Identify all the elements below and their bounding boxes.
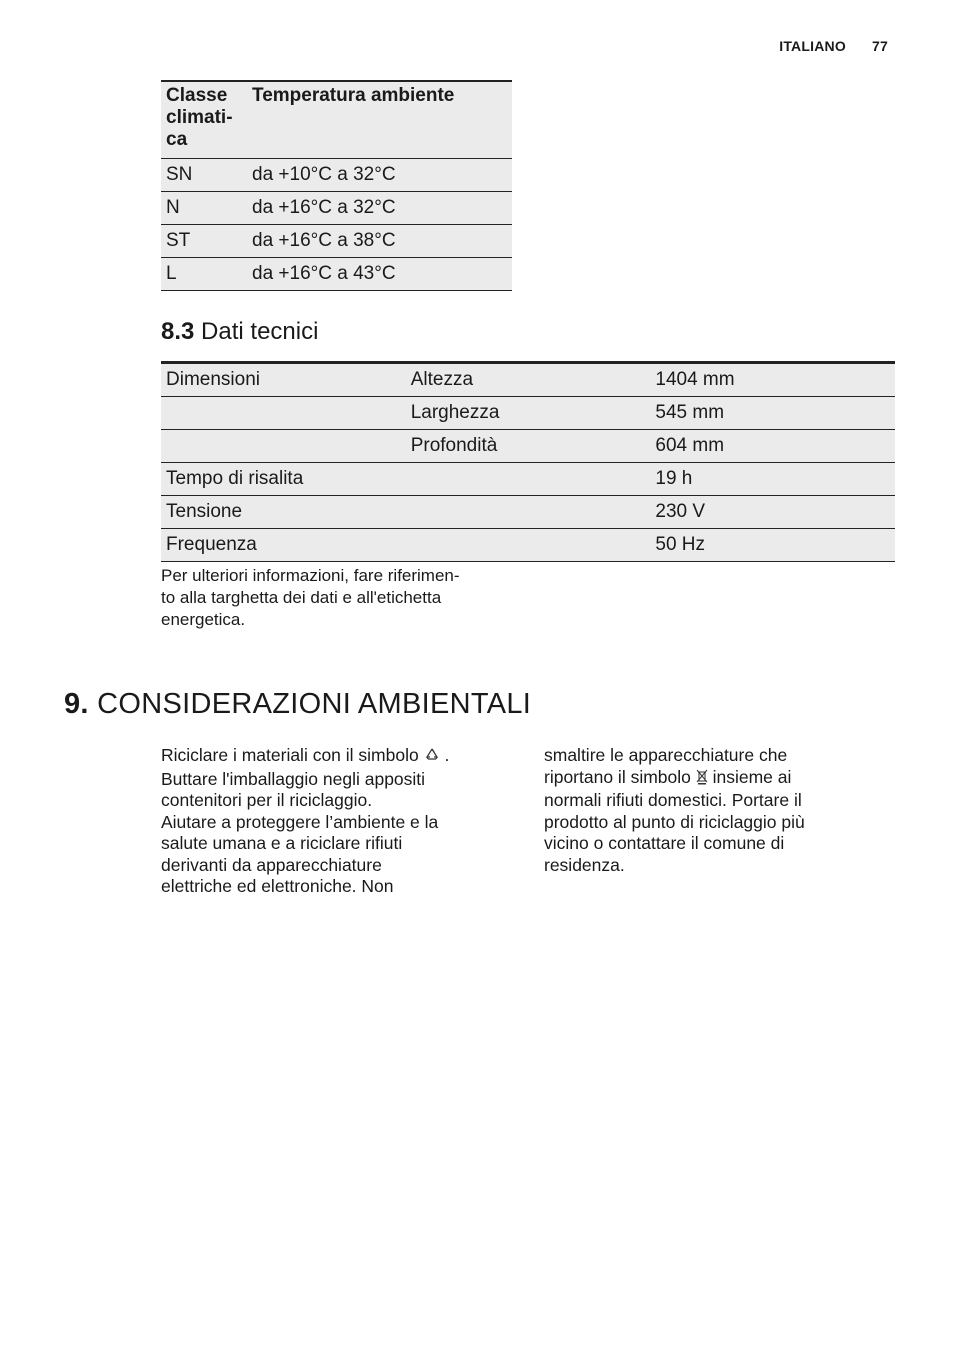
info-note (161, 565, 511, 631)
text-line: prodotto al punto di riciclaggio più (544, 811, 805, 832)
text-line: insieme ai (707, 766, 792, 787)
table-row (161, 363, 895, 397)
table-cell (161, 397, 406, 430)
text-line: derivanti da apparecchiature (161, 854, 382, 875)
text-line: smaltire le apparecchiature che (544, 745, 788, 765)
text-line: Riciclare i materiali con il simbolo (161, 745, 419, 765)
column-header-class: Classe climati- ca (161, 81, 247, 159)
text-line: vicino o contattare il comune di (544, 833, 785, 853)
table-row (161, 159, 512, 192)
environment-text-right (544, 745, 864, 876)
chapter-heading-9 (64, 688, 531, 721)
table-cell: 19 h (650, 463, 895, 496)
paragraph (544, 745, 864, 876)
table-cell: Tensione (161, 496, 406, 529)
table-cell: Profondità (406, 430, 651, 463)
page-number: 77 (872, 38, 888, 54)
recycle-icon (424, 747, 440, 769)
text-line: normali rifiuti domestici. Portare il (544, 790, 802, 810)
text-line: . (439, 745, 450, 765)
table-cell: da +16°C a 43°C (247, 258, 512, 291)
header-language: ITALIANO (779, 38, 846, 54)
table-cell: da +16°C a 38°C (247, 225, 512, 258)
table-cell: 1404 mm (650, 363, 895, 397)
table-cell: L (161, 258, 247, 291)
table-cell: N (161, 192, 247, 225)
note-line: to alla targhetta dei dati e all'etichetta (161, 588, 442, 607)
table-cell (161, 430, 406, 463)
table-cell (406, 529, 651, 562)
table-row (161, 463, 895, 496)
table-row (161, 225, 512, 258)
column-header-temperature: Temperatura ambiente (247, 81, 512, 159)
table-row (161, 496, 895, 529)
table-cell: Dimensioni (161, 363, 406, 397)
chapter-number: 9. (64, 688, 89, 720)
text-line: residenza. (544, 854, 625, 875)
table-cell: Larghezza (406, 397, 651, 430)
table-row (161, 192, 512, 225)
text-line: elettriche ed elettroniche. Non (161, 876, 394, 896)
paragraph (161, 745, 491, 898)
table-cell: ST (161, 225, 247, 258)
text-line: riportano il simbolo (544, 766, 691, 787)
table-row (161, 430, 895, 463)
table-row (161, 397, 895, 430)
table-cell: SN (161, 159, 247, 192)
note-line: energetica. (161, 610, 246, 629)
technical-data-table (161, 361, 895, 562)
table-row (161, 258, 512, 291)
chapter-title: CONSIDERAZIONI AMBIENTALI (97, 688, 532, 720)
table-cell: 604 mm (650, 430, 895, 463)
table-cell: Tempo di risalita (161, 463, 406, 496)
section-number: 8.3 (161, 318, 195, 345)
table-header-row (161, 81, 512, 159)
table-cell: da +16°C a 32°C (247, 192, 512, 225)
crossed-bin-icon (696, 769, 708, 791)
text-line: Buttare l'imballaggio negli appositi (161, 768, 426, 789)
table-cell: da +10°C a 32°C (247, 159, 512, 192)
text-line: salute umana e a riciclare rifiuti (161, 833, 403, 853)
section-title: Dati tecnici (201, 318, 319, 345)
text-line: Aiutare a proteggere l’ambiente e la (161, 811, 439, 832)
table-cell (406, 463, 651, 496)
table-cell: Altezza (406, 363, 651, 397)
section-heading-8-3 (161, 318, 318, 346)
text-line: contenitori per il riciclaggio. (161, 790, 373, 810)
page-header (779, 38, 888, 54)
note-line: Per ulteriori informazioni, fare riferimen- (161, 566, 460, 585)
table-cell (406, 496, 651, 529)
table-cell: 230 V (650, 496, 895, 529)
table-cell: 50 Hz (650, 529, 895, 562)
table-cell: 545 mm (650, 397, 895, 430)
table-cell: Frequenza (161, 529, 406, 562)
climate-class-table (161, 80, 512, 291)
environment-text-left (161, 745, 491, 898)
table-row (161, 529, 895, 562)
